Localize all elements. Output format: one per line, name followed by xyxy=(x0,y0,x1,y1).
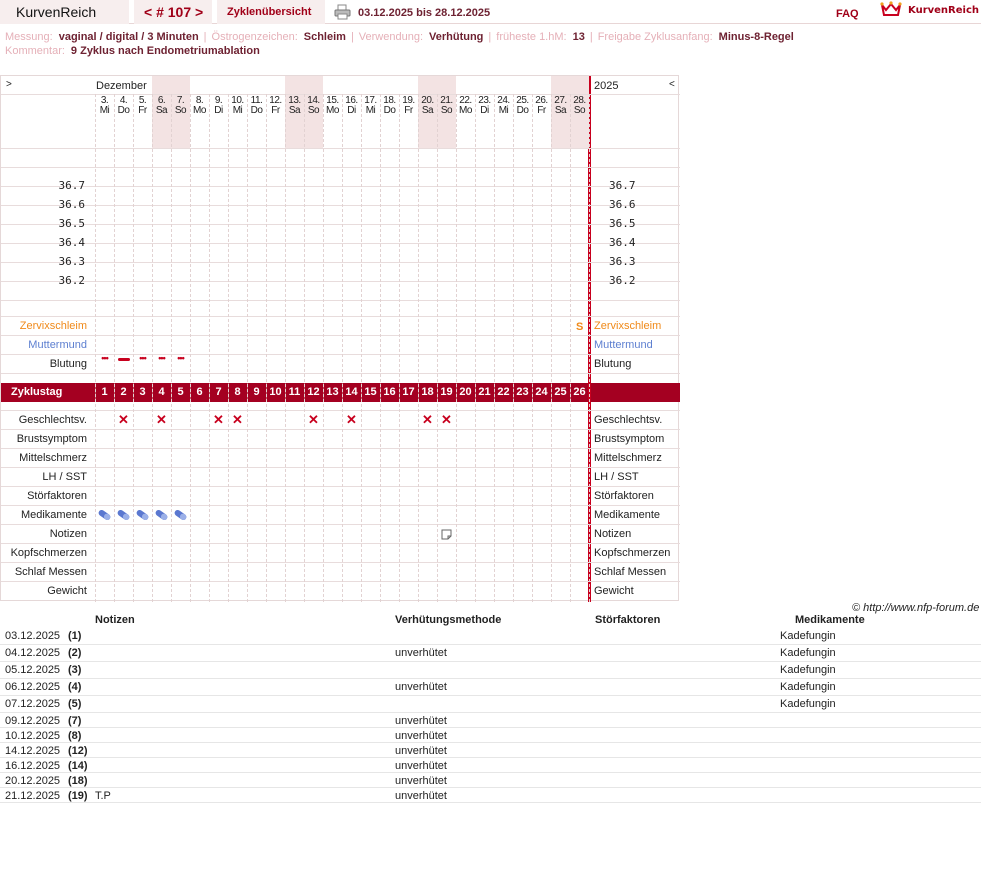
grid-column-line xyxy=(342,94,343,602)
oestrogen-value: Schleim xyxy=(303,31,346,43)
table-row xyxy=(0,628,981,645)
weekday: Fr xyxy=(537,105,546,116)
day-number: 21. xyxy=(440,95,453,106)
grid-line xyxy=(1,316,680,317)
day-header[interactable] xyxy=(133,96,152,116)
day-number: 28. xyxy=(573,95,586,106)
row-cycle-day: (14) xyxy=(68,760,88,772)
x-mark-icon[interactable]: ✕ xyxy=(308,412,319,427)
grid-column-line xyxy=(190,94,191,602)
day-number: 10. xyxy=(231,95,244,106)
day-header[interactable] xyxy=(209,96,228,116)
logo-text[interactable]: KurvenReich xyxy=(908,5,980,16)
grid-column-line xyxy=(285,94,286,602)
row-label-right: Medikamente xyxy=(594,509,661,521)
grid-column-line xyxy=(114,94,115,602)
grid-line xyxy=(1,373,680,374)
grid-line xyxy=(1,410,680,411)
weekday: So xyxy=(440,105,453,116)
grid-column-line xyxy=(437,94,438,602)
temp-label: 36.2 xyxy=(58,274,85,287)
day-number: 3. xyxy=(100,95,109,106)
grid-column-line xyxy=(171,94,172,602)
grid-column-line xyxy=(380,94,381,602)
day-header[interactable] xyxy=(152,96,171,116)
row-label-right: Notizen xyxy=(594,528,632,540)
table-row xyxy=(0,645,981,662)
row-date: 20.12.2025 xyxy=(5,775,61,787)
day-number: 11. xyxy=(250,95,263,106)
date-range: 03.12.2025 bis 28.12.2025 xyxy=(358,7,491,19)
grid-line xyxy=(1,429,680,430)
cycle-day-number[interactable]: 11 xyxy=(288,386,301,398)
weekday: Di xyxy=(214,105,223,116)
row-cycle-day: (8) xyxy=(68,730,82,742)
top-bar xyxy=(0,0,981,24)
cycle-day-number[interactable]: 2 xyxy=(120,386,127,398)
zyklustag-label: Zyklustag xyxy=(11,386,63,398)
temp-label-right: 36.2 xyxy=(609,274,636,287)
day-header[interactable] xyxy=(114,96,133,116)
table-row xyxy=(0,662,981,679)
pill-icon[interactable] xyxy=(95,507,114,523)
row-cycle-day: (7) xyxy=(68,715,82,727)
cycle-chart xyxy=(0,75,679,601)
row-date: 09.12.2025 xyxy=(5,715,61,727)
weekday: So xyxy=(307,105,320,116)
day-number: 12. xyxy=(269,95,282,106)
cycles-overview-link[interactable]: Zyklenübersicht xyxy=(217,0,325,24)
day-header[interactable] xyxy=(418,96,437,116)
cycle-day-bar xyxy=(1,383,680,402)
row-label: Schlaf Messen xyxy=(14,566,87,578)
temp-label-right: 36.7 xyxy=(609,179,636,192)
row-label-right: Schlaf Messen xyxy=(594,566,667,578)
grid-column-line xyxy=(361,94,362,602)
cycle-day-number[interactable]: 18 xyxy=(421,386,434,398)
grid-column-line xyxy=(133,94,134,602)
grid-line xyxy=(1,505,680,506)
cycle-day-number[interactable]: 26 xyxy=(573,386,586,398)
cycle-day-number[interactable]: 8 xyxy=(234,386,241,398)
x-mark-icon[interactable]: ✕ xyxy=(213,412,224,427)
cycle-day-number[interactable]: 12 xyxy=(307,386,320,398)
cycle-day-number[interactable]: 16 xyxy=(383,386,396,398)
weekday: Fr xyxy=(271,105,280,116)
row-label: Brustsymptom xyxy=(16,433,87,445)
col-header-methode: Verhütungsmethode xyxy=(395,614,502,626)
weekday: Di xyxy=(480,105,489,116)
row-label: Kopfschmerzen xyxy=(10,547,87,559)
weekday: Mi xyxy=(99,105,110,116)
grid-column-line xyxy=(418,94,419,602)
day-header[interactable] xyxy=(475,96,494,116)
col-header-medikamente: Medikamente xyxy=(795,614,865,626)
row-method: unverhütet xyxy=(395,715,447,727)
crown-heart-icon xyxy=(880,1,902,19)
row-cycle-day: (19) xyxy=(68,790,88,802)
temp-label-right: 36.4 xyxy=(609,236,636,249)
verwendung-value: Verhütung xyxy=(429,31,484,43)
printer-icon[interactable] xyxy=(334,4,351,20)
weekday: Mo xyxy=(326,105,339,116)
day-header[interactable] xyxy=(494,96,513,116)
temp-label: 36.3 xyxy=(58,255,85,268)
row-date: 07.12.2025 xyxy=(5,698,61,710)
weekday: Sa xyxy=(554,105,567,116)
grid-line xyxy=(1,524,680,525)
note-icon[interactable] xyxy=(441,529,452,540)
row-date: 10.12.2025 xyxy=(5,730,61,742)
day-header[interactable] xyxy=(551,96,570,116)
row-cycle-day: (5) xyxy=(68,698,82,710)
row-label: Störfaktoren xyxy=(27,490,87,502)
temp-label-right: 36.3 xyxy=(609,255,636,268)
grid-line xyxy=(1,581,680,582)
row-date: 05.12.2025 xyxy=(5,664,61,676)
day-number: 20. xyxy=(421,95,434,106)
table-row xyxy=(0,696,981,713)
day-number: 4. xyxy=(119,95,128,106)
weekday: Sa xyxy=(155,105,168,116)
row-label-blutung: Blutung xyxy=(49,358,87,370)
day-header[interactable] xyxy=(228,96,247,116)
row-method: unverhütet xyxy=(395,730,447,742)
table-row xyxy=(0,713,981,728)
day-number: 8. xyxy=(195,95,204,106)
cycle-day-number[interactable]: 22 xyxy=(497,386,510,398)
day-number: 24. xyxy=(497,95,510,106)
row-date: 16.12.2025 xyxy=(5,760,61,772)
grid-column-line xyxy=(570,94,571,602)
temp-label-right: 36.6 xyxy=(609,198,636,211)
pill-icon[interactable] xyxy=(171,507,190,523)
row-date: 21.12.2025 xyxy=(5,790,61,802)
cycle-day-number[interactable]: 9 xyxy=(253,386,260,398)
row-cycle-day: (1) xyxy=(68,630,82,642)
weekday: Mo xyxy=(193,105,206,116)
weekday: Mi xyxy=(498,105,509,116)
cycle-day-number[interactable]: 19 xyxy=(440,386,453,398)
cycle-day-number[interactable]: 24 xyxy=(535,386,548,398)
table-row xyxy=(0,679,981,696)
table-row xyxy=(0,758,981,773)
row-cycle-day: (2) xyxy=(68,647,82,659)
x-mark-icon[interactable]: ✕ xyxy=(346,412,357,427)
row-label-right: Kopfschmerzen xyxy=(594,547,671,559)
grid-column-line xyxy=(494,94,495,602)
row-method: unverhütet xyxy=(395,760,447,772)
day-header[interactable] xyxy=(247,96,266,116)
day-number: 16. xyxy=(345,95,358,106)
row-cycle-day: (12) xyxy=(68,745,88,757)
chart-nav-prev[interactable]: > xyxy=(6,79,12,90)
weekday: Fr xyxy=(138,105,147,116)
cycle-day-number[interactable]: 14 xyxy=(345,386,358,398)
grid-column-line xyxy=(152,94,153,602)
cycle-day-number[interactable]: 5 xyxy=(177,386,184,398)
temp-label: 36.7 xyxy=(58,179,85,192)
row-medication: Kadefungin xyxy=(780,630,836,642)
x-mark-icon[interactable]: ✕ xyxy=(441,412,452,427)
row-label-right: LH / SST xyxy=(594,471,639,483)
temp-label: 36.5 xyxy=(58,217,85,230)
kommentar-value: 9 Zyklus nach Endometriumablation xyxy=(70,45,260,57)
weekday: Do xyxy=(117,105,130,116)
cycle-day-number[interactable]: 25 xyxy=(554,386,567,398)
verwendung-label: Verwendung: xyxy=(358,31,424,43)
grid-line xyxy=(1,148,680,149)
table-row xyxy=(0,788,981,803)
grid-line xyxy=(1,205,680,206)
day-number: 23. xyxy=(478,95,491,106)
table-row xyxy=(0,728,981,743)
brand-title[interactable]: KurvenReich xyxy=(0,0,129,24)
day-number: 22. xyxy=(459,95,472,106)
grid-line xyxy=(1,467,680,468)
row-method: unverhütet xyxy=(395,647,447,659)
day-header[interactable] xyxy=(323,96,342,116)
weekday: Di xyxy=(347,105,356,116)
weekday: Mi xyxy=(232,105,243,116)
day-header[interactable] xyxy=(95,96,114,116)
grid-column-line xyxy=(475,94,476,602)
day-header[interactable] xyxy=(190,96,209,116)
cycle-day-number[interactable]: 17 xyxy=(402,386,415,398)
grid-line xyxy=(1,262,680,263)
row-medication: Kadefungin xyxy=(780,681,836,693)
x-mark-icon[interactable]: ✕ xyxy=(156,412,167,427)
grid-line xyxy=(1,486,680,487)
pill-icon[interactable] xyxy=(133,507,152,523)
bleeding-dots[interactable]: ••• xyxy=(158,353,165,363)
row-medication: Kadefungin xyxy=(780,664,836,676)
freigabe-label: Freigabe Zyklusanfang: xyxy=(597,31,713,43)
temp-label-right: 36.5 xyxy=(609,217,636,230)
day-header[interactable] xyxy=(513,96,532,116)
year-label: 2025 xyxy=(594,80,619,92)
day-header[interactable] xyxy=(285,96,304,116)
col-header-stoer: Störfaktoren xyxy=(595,614,661,626)
grid-column-line xyxy=(209,94,210,602)
grid-column-line xyxy=(399,94,400,602)
day-header[interactable] xyxy=(361,96,380,116)
pill-icon[interactable] xyxy=(114,507,133,523)
row-cycle-day: (4) xyxy=(68,681,82,693)
day-number: 17. xyxy=(364,95,377,106)
separator: | xyxy=(203,31,207,43)
grid-line xyxy=(1,300,680,301)
day-number: 9. xyxy=(214,95,223,106)
x-mark-icon[interactable]: ✕ xyxy=(422,412,433,427)
day-number: 27. xyxy=(554,95,567,106)
cycle-day-number[interactable]: 6 xyxy=(196,386,203,398)
hm-label: früheste 1.hM: xyxy=(496,31,567,43)
pill-icon[interactable] xyxy=(152,507,171,523)
day-header[interactable] xyxy=(570,96,589,116)
grid-column-line xyxy=(228,94,229,602)
comment-info xyxy=(5,45,260,57)
weekday: Sa xyxy=(288,105,301,116)
cycle-day-number[interactable]: 15 xyxy=(364,386,377,398)
x-mark-icon[interactable]: ✕ xyxy=(118,412,129,427)
row-label: Geschlechtsv. xyxy=(18,414,87,426)
measurement-info xyxy=(5,31,794,43)
row-method: unverhütet xyxy=(395,745,447,757)
grid-column-line xyxy=(95,94,96,602)
grid-line xyxy=(1,562,680,563)
row-label: Notizen xyxy=(49,528,87,540)
day-header[interactable] xyxy=(380,96,399,116)
day-number: 7. xyxy=(176,95,185,106)
grid-line xyxy=(1,224,680,225)
day-number: 6. xyxy=(157,95,166,106)
copyright[interactable]: © http://www.nfp-forum.de xyxy=(852,602,980,614)
weekday: Do xyxy=(383,105,396,116)
col-header-notizen: Notizen xyxy=(95,614,135,626)
day-number: 13. xyxy=(288,95,301,106)
grid-line xyxy=(1,448,680,449)
row-method: unverhütet xyxy=(395,790,447,802)
grid-line xyxy=(1,167,680,168)
bleeding-dash[interactable] xyxy=(118,358,130,361)
cycle-day-number[interactable]: 20 xyxy=(459,386,472,398)
row-cycle-day: (18) xyxy=(68,775,88,787)
messung-value: vaginal / digital / 3 Minuten xyxy=(58,31,199,43)
weekday: Mi xyxy=(365,105,376,116)
bleeding-dots[interactable]: ••• xyxy=(139,353,146,363)
temp-label: 36.6 xyxy=(58,198,85,211)
cycle-day-number[interactable]: 1 xyxy=(101,386,108,398)
day-header[interactable] xyxy=(171,96,190,116)
weekday: Mo xyxy=(459,105,472,116)
row-note: T.P xyxy=(95,790,111,802)
row-label-zervix-right: Zervixschleim xyxy=(594,320,662,332)
day-number: 15. xyxy=(326,95,339,106)
day-number: 18. xyxy=(383,95,396,106)
row-label-blutung-right: Blutung xyxy=(594,358,632,370)
grid-line xyxy=(1,243,680,244)
row-date: 06.12.2025 xyxy=(5,681,61,693)
row-medication: Kadefungin xyxy=(780,698,836,710)
day-header[interactable] xyxy=(456,96,475,116)
grid-line xyxy=(1,335,680,336)
grid-column-line xyxy=(551,94,552,602)
day-number: 19. xyxy=(402,95,415,106)
day-number: 25. xyxy=(516,95,529,106)
separator: | xyxy=(488,31,492,43)
hm-value: 13 xyxy=(572,31,585,43)
row-label-right: Störfaktoren xyxy=(594,490,654,502)
weekday: Sa xyxy=(421,105,434,116)
separator: | xyxy=(589,31,593,43)
day-number: 26. xyxy=(535,95,548,106)
weekday: So xyxy=(573,105,586,116)
weekday: Fr xyxy=(404,105,413,116)
row-date: 14.12.2025 xyxy=(5,745,61,757)
table-row xyxy=(0,743,981,758)
cycle-navigator[interactable]: < # 107 > xyxy=(134,0,212,24)
row-label-right: Brustsymptom xyxy=(594,433,665,445)
row-label-right: Mittelschmerz xyxy=(594,452,662,464)
x-mark-icon[interactable]: ✕ xyxy=(232,412,243,427)
weekday: Do xyxy=(250,105,263,116)
day-header[interactable] xyxy=(304,96,323,116)
row-label-zervix: Zervixschleim xyxy=(19,320,87,332)
row-label: Gewicht xyxy=(47,585,87,597)
row-label: Mittelschmerz xyxy=(19,452,87,464)
row-method: unverhütet xyxy=(395,681,447,693)
bleeding-dots[interactable]: ••• xyxy=(177,353,184,363)
row-method: unverhütet xyxy=(395,775,447,787)
day-header[interactable] xyxy=(437,96,456,116)
chart-nav-next[interactable]: < xyxy=(669,79,675,90)
grid-column-line xyxy=(513,94,514,602)
row-label-right: Gewicht xyxy=(594,585,634,597)
weekday: Do xyxy=(516,105,529,116)
cycle-day-number[interactable]: 10 xyxy=(269,386,282,398)
day-header[interactable] xyxy=(532,96,551,116)
grid-line xyxy=(1,186,680,187)
grid-line xyxy=(1,281,680,282)
cycle-day-number[interactable]: 4 xyxy=(158,386,165,398)
weekday: So xyxy=(174,105,187,116)
grid-column-line xyxy=(304,94,305,602)
faq-link[interactable]: FAQ xyxy=(836,8,859,20)
grid-column-line xyxy=(266,94,267,602)
cycle-day-number[interactable]: 13 xyxy=(326,386,339,398)
row-label-right: Geschlechtsv. xyxy=(594,414,663,426)
oestrogen-label: Östrogenzeichen: xyxy=(211,31,298,43)
grid-column-line xyxy=(247,94,248,602)
row-label: Medikamente xyxy=(20,509,87,521)
row-date: 03.12.2025 xyxy=(5,630,61,642)
messung-label: Messung: xyxy=(5,31,53,43)
row-medication: Kadefungin xyxy=(780,647,836,659)
row-label: LH / SST xyxy=(42,471,87,483)
cycle-day-number[interactable]: 3 xyxy=(139,386,146,398)
month-label: Dezember xyxy=(96,80,147,92)
grid-column-line xyxy=(456,94,457,602)
grid-column-line xyxy=(589,94,590,602)
zervix-mark[interactable]: S xyxy=(576,321,584,333)
separator: | xyxy=(350,31,354,43)
day-header[interactable] xyxy=(342,96,361,116)
day-number: 14. xyxy=(307,95,320,106)
row-label-muttermund-right: Muttermund xyxy=(594,339,653,351)
day-header[interactable] xyxy=(399,96,418,116)
kommentar-label: Kommentar: xyxy=(5,45,65,57)
day-number: 5. xyxy=(138,95,147,106)
row-cycle-day: (3) xyxy=(68,664,82,676)
grid-column-line xyxy=(323,94,324,602)
table-row xyxy=(0,773,981,788)
freigabe-value: Minus-8-Regel xyxy=(718,31,794,43)
temp-label: 36.4 xyxy=(58,236,85,249)
day-header[interactable] xyxy=(266,96,285,116)
row-label-muttermund: Muttermund xyxy=(28,339,87,351)
cycle-day-number[interactable]: 21 xyxy=(478,386,491,398)
cycle-day-number[interactable]: 7 xyxy=(215,386,222,398)
bleeding-dots[interactable]: ••• xyxy=(101,353,108,363)
grid-line xyxy=(1,543,680,544)
grid-column-line xyxy=(532,94,533,602)
row-date: 04.12.2025 xyxy=(5,647,61,659)
cycle-day-number[interactable]: 23 xyxy=(516,386,529,398)
